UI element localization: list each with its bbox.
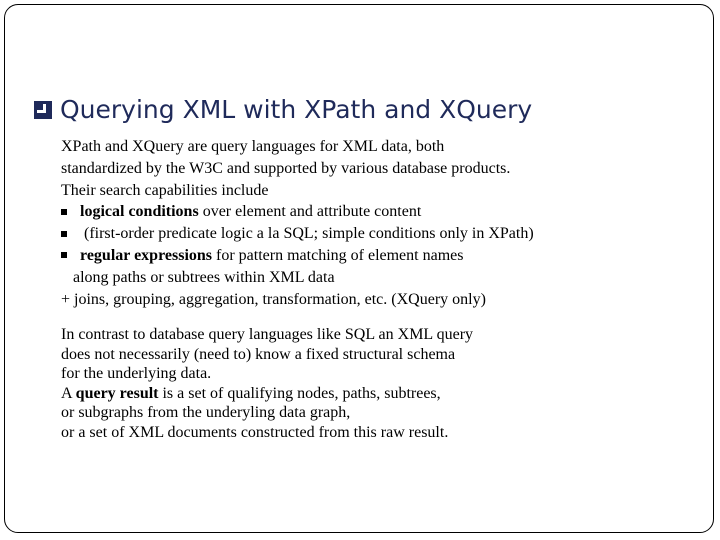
text-line: or a set of XML documents constructed from this raw result. <box>61 423 449 441</box>
square-bullet-icon <box>61 209 67 215</box>
bullet-text: for pattern matching of element names <box>212 246 464 264</box>
text-line: does not necessarily (need to) know a fixed structural schema <box>61 345 456 363</box>
bold-term: regular expressions <box>80 246 213 264</box>
paragraph-xpath-xquery <box>61 136 534 310</box>
paragraph-contrast-sql <box>61 325 473 443</box>
bullet-logical-conditions <box>61 201 534 223</box>
text-line: In contrast to database query languages like SQL an XML query <box>61 326 474 343</box>
square-bullet-icon <box>61 231 67 237</box>
bullet-text: (first-order predicate logic a la SQL; simple conditions only in XPath) <box>80 225 534 243</box>
text-line: or subgraphs from the underyling data graph, <box>61 404 351 422</box>
text-line: along paths or subtrees within XML data <box>73 268 335 286</box>
text-fragment: A <box>61 384 76 402</box>
bold-term: query result <box>75 384 159 402</box>
slide-title <box>34 95 532 124</box>
text-line: standardized by the W3C and supported by various database products. <box>61 159 511 177</box>
text-line: for the underlying data. <box>61 365 212 383</box>
slide-title-text: Querying XML with XPath and XQuery <box>60 95 533 124</box>
bullet-regular-expressions <box>61 245 534 267</box>
text-fragment: is a set of qualifying nodes, paths, subtrees, <box>158 384 441 402</box>
checkbox-bullet-icon <box>34 101 52 119</box>
text-line-query-result <box>61 384 473 404</box>
text-line: Their search capabilities include <box>61 181 269 199</box>
bold-term: logical conditions <box>80 203 199 221</box>
bullet-text: over element and attribute content <box>198 203 422 221</box>
square-bullet-icon <box>61 252 67 258</box>
text-line: XPath and XQuery are query languages for XML data, both <box>61 138 445 155</box>
bullet-predicate-logic <box>61 223 534 245</box>
text-line: + joins, grouping, aggregation, transformation, etc. (XQuery only) <box>61 290 486 308</box>
